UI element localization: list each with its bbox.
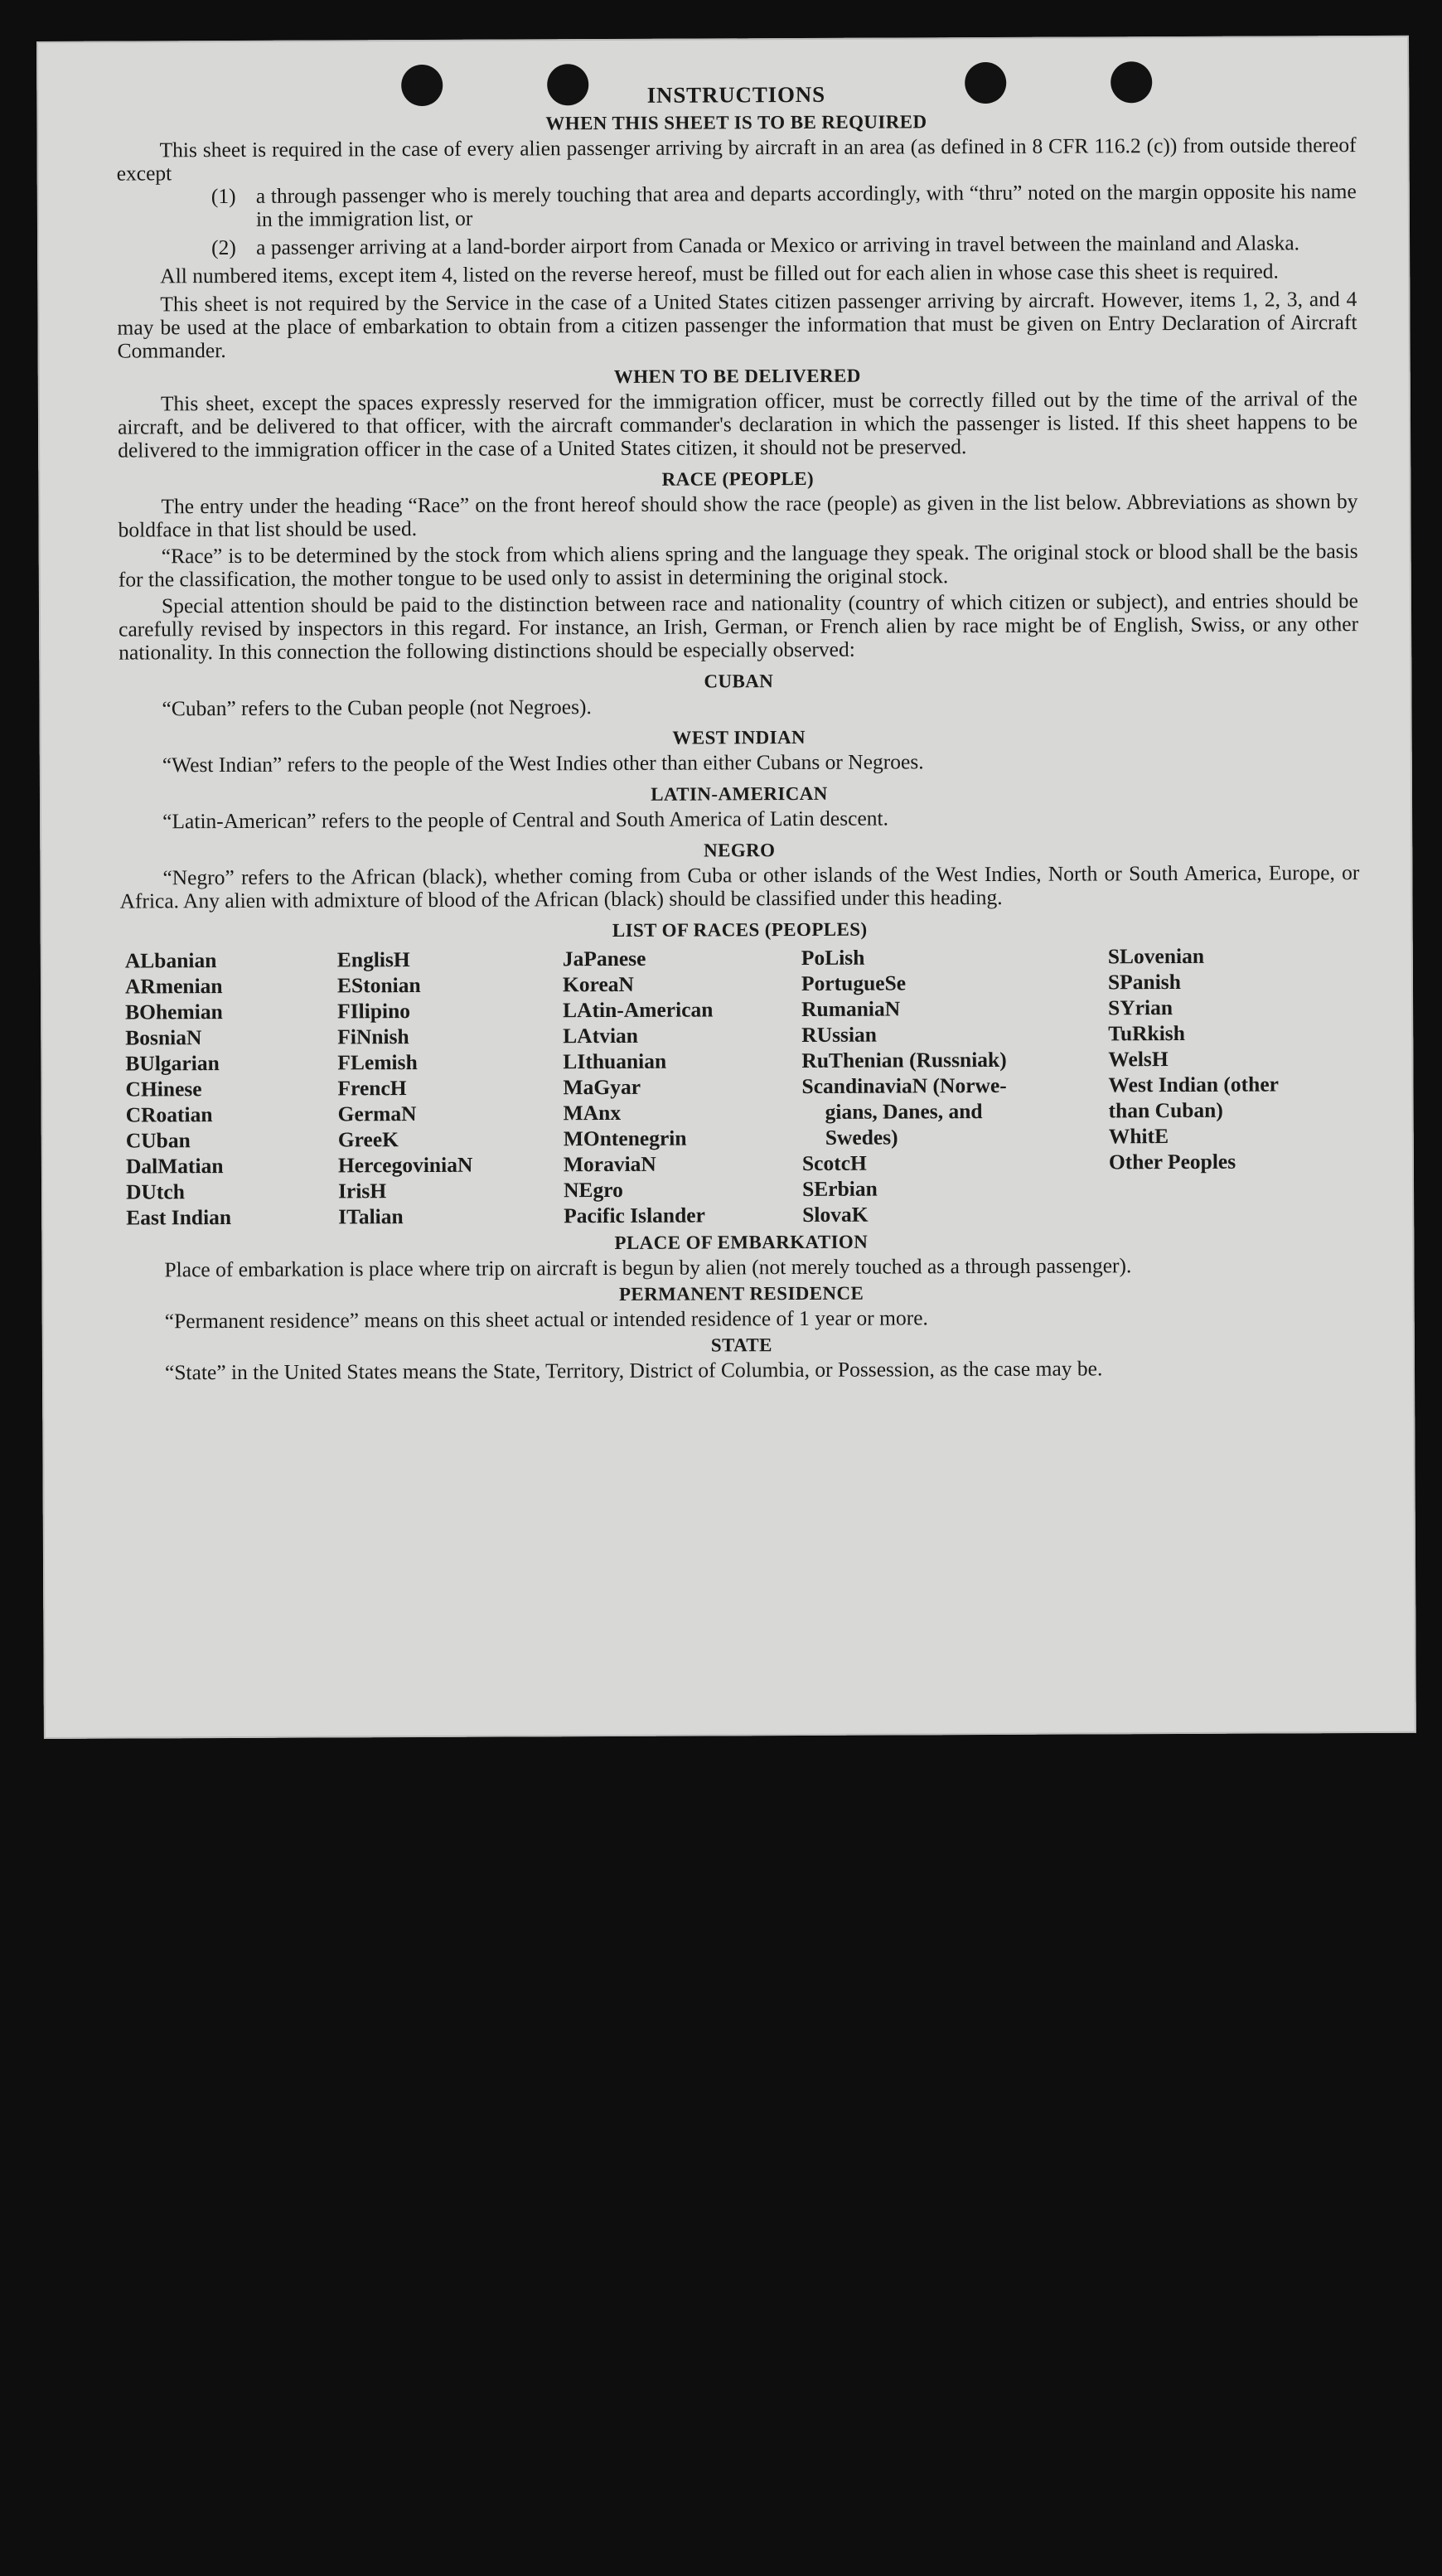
race-entry: WhitE xyxy=(1108,1124,1169,1149)
numbered-items-paragraph: All numbered items, except item 4, listed on the reverse hereof, must be filled out for each alien in whose case this sheet is required. xyxy=(160,259,1279,288)
race-entry: MoraviaN xyxy=(563,1151,656,1177)
race-entry: ITalian xyxy=(338,1204,404,1229)
race-entry: PoLish xyxy=(801,945,865,970)
race-entry: EnglisH xyxy=(336,947,410,972)
race-entry: TuRkish xyxy=(1108,1020,1185,1046)
race-entry: DUtch xyxy=(125,1179,185,1204)
race-entry: FIlipino xyxy=(337,999,411,1024)
race-entry: Other Peoples xyxy=(1108,1149,1236,1174)
race-entry: DalMatian xyxy=(125,1154,224,1179)
race-entry: SPanish xyxy=(1107,969,1181,995)
race-entry-continued: than Cuban) xyxy=(1108,1097,1223,1123)
race-entry: ScandinaviaN (Norwe- xyxy=(801,1073,1007,1098)
race-entry: MAnx xyxy=(563,1100,622,1126)
negro-definition: “Negro” refers to the African (black), whether coming from Cuba or other islands of the West Indies, North or South America, Europe, or Africa. Any alien with admixture of blood of the African (black) should be classified under this heading. xyxy=(119,860,1360,913)
race-entry: EStonian xyxy=(336,972,421,998)
race-entry: LAtvian xyxy=(563,1023,638,1048)
race-entry: BOhemian xyxy=(125,1000,223,1024)
race-entry: BosniaN xyxy=(125,1025,202,1050)
exception-text: a through passenger who is merely touching that area and departs accordingly, with “thru” noted on the margin opposite his name in the immigration list, or xyxy=(255,179,1357,231)
race-entry: FrencH xyxy=(337,1076,407,1101)
race-entry: West Indian (other xyxy=(1108,1072,1280,1097)
race-paragraph-1: The entry under the heading “Race” on the front hereof should show the race (people) as given in the list below. Abbreviations as shown by boldface in that list should be used. xyxy=(118,489,1358,542)
race-paragraph-3: Special attention should be paid to the distinction between race and nationality (country of which citizen or subject), and entries should be carefully revised by inspectors in this regard. For instance, an Irish, German, or French alien by race might be of English, Swiss, or any other nationality. In this connection the following distinctions should be especially observed: xyxy=(119,588,1359,665)
west-indian-definition: “West Indian” refers to the people of the West Indies other than either Cubans or Negroes. xyxy=(162,749,924,777)
section-heading-required: WHEN THIS SHEET IS TO BE REQUIRED xyxy=(545,111,927,134)
race-paragraph-2: “Race” is to be determined by the stock from which aliens spring and the language they speak. The original stock or blood shall be the basis for the classification, the mother tongue to be used only to assist in determining the original stock. xyxy=(118,539,1358,592)
race-entry: CUban xyxy=(125,1128,191,1153)
race-entry: NEgro xyxy=(563,1177,623,1203)
section-heading-races-list: LIST OF RACES (PEOPLES) xyxy=(612,918,868,941)
race-entry: PortugueSe xyxy=(801,971,907,995)
race-entry: RumaniaN xyxy=(801,996,901,1021)
races-table xyxy=(125,942,1361,1230)
race-entry: GreeK xyxy=(337,1127,399,1152)
exception-text: a passenger arriving at a land-border airport from Canada or Mexico or arriving in travel between the mainland and Alaska. xyxy=(256,230,1300,259)
race-entry: ScotcH xyxy=(801,1150,867,1175)
citizen-paragraph: This sheet is not required by the Service in the case of a United States citizen passenger arriving by aircraft. However, items 1, 2, 3, and 4 may be used at the place of embarkation to obtain from a citizen passenger the information that must be given on Entry Declaration of Aircraft Commander. xyxy=(117,287,1357,363)
latin-american-definition: “Latin-American” refers to the people of Central and South America of Latin descent. xyxy=(162,806,889,834)
race-entry: IrisH xyxy=(337,1179,387,1203)
section-heading-embarkation: PLACE OF EMBARKATION xyxy=(614,1231,869,1253)
exception-item xyxy=(211,180,1357,231)
race-entry: RuThenian (Russniak) xyxy=(801,1047,1007,1073)
race-entry: SYrian xyxy=(1108,995,1173,1020)
section-heading-cuban: CUBAN xyxy=(704,671,774,692)
race-entry: RUssian xyxy=(801,1022,878,1047)
section-heading-latin-american: LATIN-AMERICAN xyxy=(651,782,828,805)
races-column-2 xyxy=(337,946,564,1229)
exception-item xyxy=(211,231,1357,259)
race-entry: CHinese xyxy=(125,1077,202,1102)
race-entry-continued: gians, Danes, and xyxy=(825,1099,983,1124)
delivered-paragraph: This sheet, except the spaces expressly reserved for the immigration officer, must be correctly filled out by the time of the arrival of the aircraft, and be delivered to that officer, with the aircraft commander's declaration in which the passenger is listed. If this sheet happens to be delivered to the immigration officer in the case of a United States citizen, it should not be preserved. xyxy=(117,386,1358,462)
document-sheet xyxy=(36,36,1416,1739)
section-heading-residence: PERMANENT RESIDENCE xyxy=(618,1282,864,1305)
races-column-4 xyxy=(801,943,1109,1227)
race-entry: Pacific Islander xyxy=(564,1203,705,1228)
races-column-3 xyxy=(563,945,802,1228)
race-entry: MOntenegrin xyxy=(563,1126,687,1151)
race-entry: SErbian xyxy=(801,1176,878,1201)
races-column-5 xyxy=(1108,942,1338,1226)
race-entry: GermaN xyxy=(337,1102,417,1126)
races-column-1 xyxy=(125,947,338,1230)
race-entry: ALbanian xyxy=(124,948,217,973)
race-entry: SlovaK xyxy=(802,1202,869,1227)
race-entry: MaGyar xyxy=(563,1074,641,1100)
section-heading-delivered: WHEN TO BE DELIVERED xyxy=(613,365,861,387)
race-entry: CRoatian xyxy=(125,1102,213,1127)
race-entry: SLovenian xyxy=(1107,943,1205,969)
race-entry: BUlgarian xyxy=(125,1051,220,1076)
state-paragraph: “State” in the United States means the State, Territory, District of Columbia, or Possession, as the case may be. xyxy=(164,1356,1103,1385)
embarkation-paragraph: Place of embarkation is place where trip on aircraft is begun by alien (not merely touched as a through passenger). xyxy=(164,1253,1132,1282)
page-title: INSTRUCTIONS xyxy=(646,81,825,108)
race-entry: FiNnish xyxy=(337,1024,409,1049)
race-entry: East Indian xyxy=(126,1204,232,1230)
exception-number: (2) xyxy=(211,235,236,260)
race-entry: KoreaN xyxy=(562,971,634,997)
instructions-body xyxy=(116,75,1362,1385)
race-entry: HercegoviniaN xyxy=(337,1152,473,1178)
residence-paragraph: “Permanent residence” means on this sheet actual or intended residence of 1 year or more. xyxy=(164,1305,928,1334)
section-heading-race: RACE (PEOPLE) xyxy=(661,467,815,490)
race-entry: LAtin-American xyxy=(563,997,714,1023)
section-heading-west-indian: WEST INDIAN xyxy=(672,726,806,748)
race-entry: WelsH xyxy=(1108,1047,1169,1072)
cuban-definition: “Cuban” refers to the Cuban people (not Negroes). xyxy=(162,695,592,721)
race-entry: FLemish xyxy=(337,1050,418,1075)
section-heading-negro: NEGRO xyxy=(704,840,776,861)
race-entry-continued: Swedes) xyxy=(825,1125,898,1150)
exception-number: (1) xyxy=(210,183,236,209)
race-entry: JaPanese xyxy=(562,946,646,971)
required-paragraph: This sheet is required in the case of every alien passenger arriving by aircraft in an area (as defined in 8 CFR 116.2 (c)) from outside thereof except xyxy=(116,133,1357,186)
race-entry: LIthuanian xyxy=(563,1048,667,1074)
race-entry: ARmenian xyxy=(124,974,223,999)
section-heading-state: STATE xyxy=(710,1334,772,1356)
